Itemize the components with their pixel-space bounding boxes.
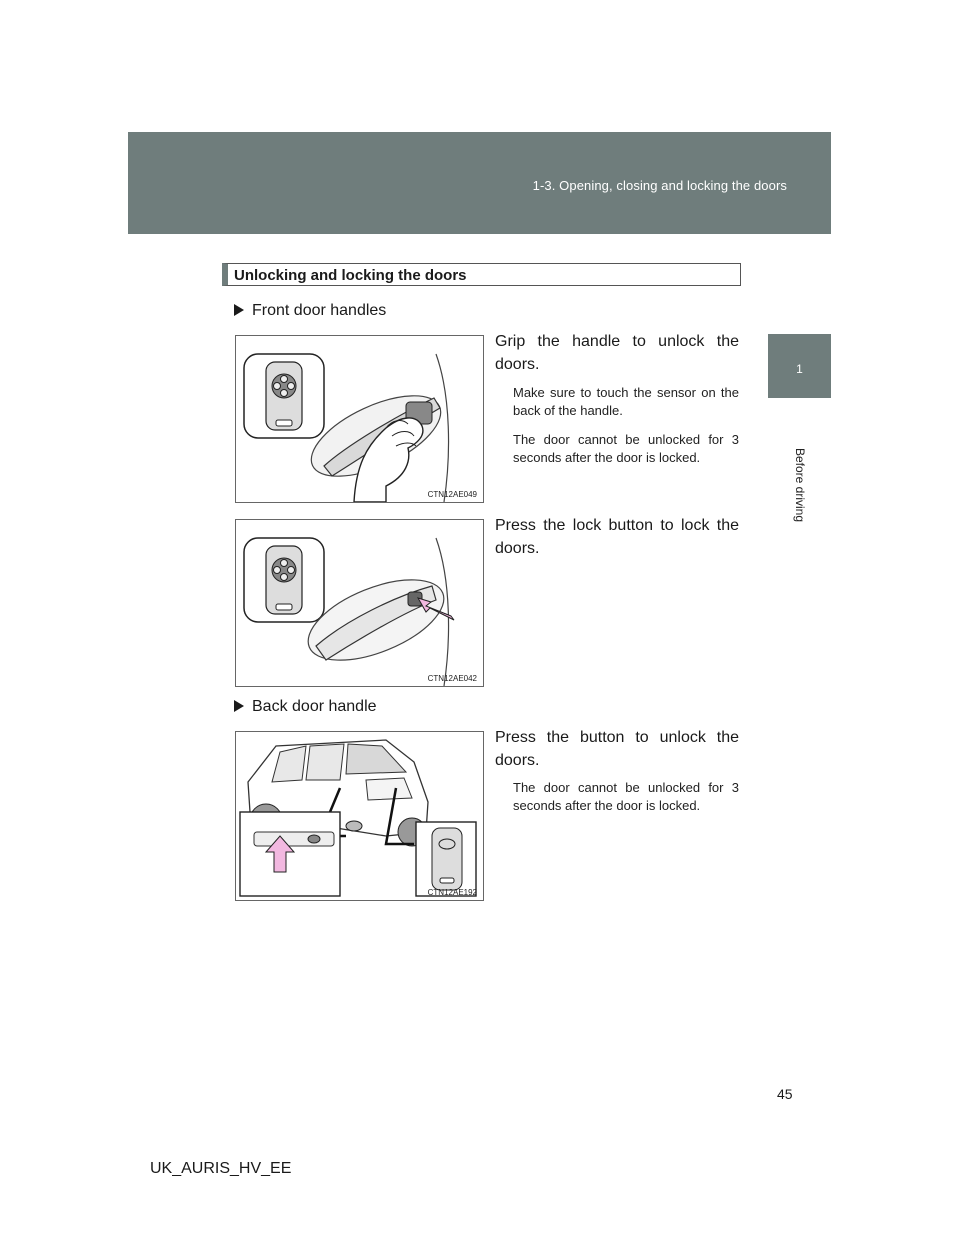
section-heading-text: Unlocking and locking the doors xyxy=(234,267,467,284)
bullet-front-label: Front door handles xyxy=(252,302,387,319)
chapter-title: 1-3. Opening, closing and locking the doors xyxy=(532,178,787,193)
step-grip-text: Grip the handle to unlock the doors. xyxy=(495,333,739,373)
figure-code: CTN12AE042 xyxy=(427,674,477,683)
page-number: 45 xyxy=(777,1086,793,1102)
step-lock-text: Press the lock button to lock the doors. xyxy=(495,517,739,557)
document-code: UK_AURIS_HV_EE xyxy=(150,1160,292,1177)
bullet-back-door-handle xyxy=(234,698,377,716)
chapter-tab xyxy=(768,334,831,398)
chapter-number: 1 xyxy=(796,362,803,376)
handle-inset xyxy=(240,812,340,896)
chapter-side-label xyxy=(790,440,810,530)
note-back-unlock-delay: The door cannot be unlocked for 3 seconds after the door is locked. xyxy=(513,780,739,813)
figure-lock-button xyxy=(235,519,484,687)
bullet-back-label: Back door handle xyxy=(252,698,377,715)
bullet-front-door-handles xyxy=(234,302,386,320)
chapter-side-label-text: Before driving xyxy=(793,447,807,523)
grip-handle-illustration xyxy=(236,336,483,502)
step-back-unlock-text: Press the button to unlock the doors. xyxy=(495,729,739,769)
triangle-bullet-icon xyxy=(234,304,244,316)
figure-code: CTN12AE049 xyxy=(427,490,477,499)
chapter-header xyxy=(128,132,831,234)
figure-code: CTN12AE192 xyxy=(427,888,477,897)
figure-back-door xyxy=(235,731,484,901)
lock-button-illustration xyxy=(236,520,483,686)
note-unlock-delay: The door cannot be unlocked for 3 seconds after the door is locked. xyxy=(513,432,739,465)
note-touch-sensor: Make sure to touch the sensor on the back of the handle. xyxy=(513,385,739,418)
back-door-illustration xyxy=(236,732,483,900)
figure-grip-handle xyxy=(235,335,484,503)
triangle-bullet-icon xyxy=(234,700,244,712)
section-heading xyxy=(222,263,741,286)
